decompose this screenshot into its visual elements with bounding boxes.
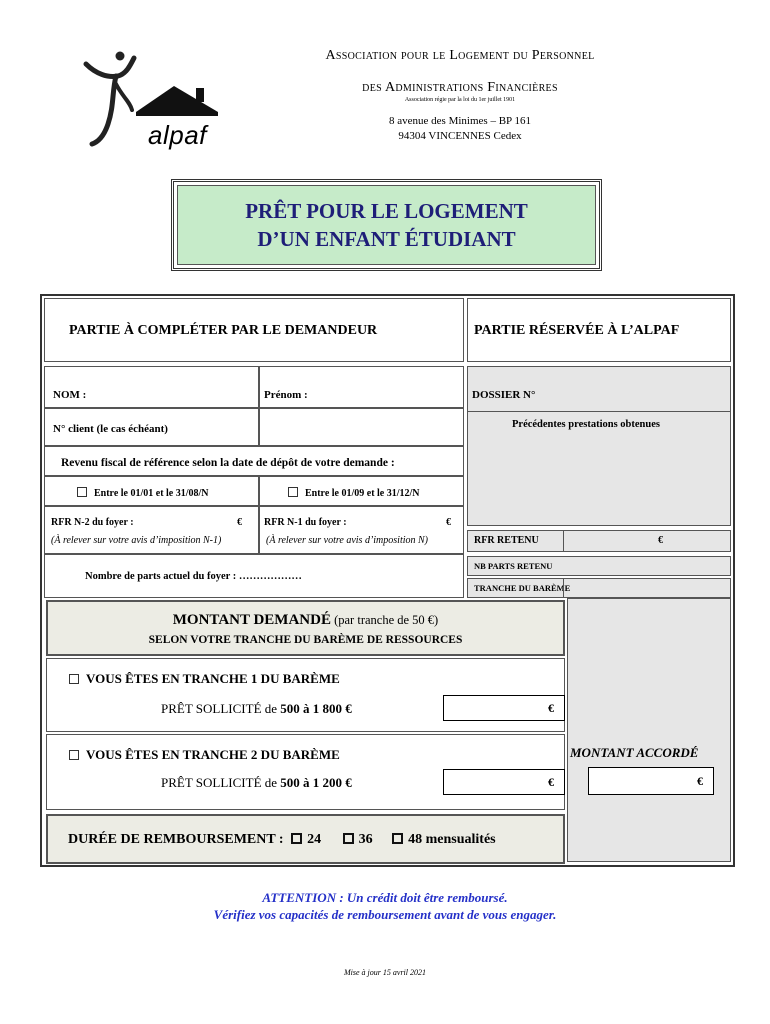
duree-option-48-label: 48 mensualités: [408, 832, 496, 847]
tranche2-option[interactable]: [69, 747, 340, 763]
montant-accorde-euro: €: [697, 774, 703, 788]
tranche2-pret-text: [161, 775, 352, 791]
tranche1-block: [46, 658, 565, 732]
montant-accorde-label: MONTANT ACCORDÉ: [570, 745, 699, 760]
rfr-n1-label: RFR N-1 du foyer :: [264, 517, 347, 528]
option2-label: Entre le 01/09 et le 31/12/N: [305, 488, 420, 499]
logo-text: alpaf: [148, 120, 207, 150]
rfr-retenu-row: [467, 530, 731, 552]
checkbox-icon[interactable]: [291, 833, 302, 844]
duree-text: [68, 832, 496, 848]
montant-title-suffix: (par tranche de 50 €): [330, 613, 439, 627]
nb-parts-cell[interactable]: [44, 554, 464, 598]
rfr-retenu-euro: €: [658, 535, 663, 546]
tranche2-amount-field[interactable]: [443, 769, 565, 795]
duree-label: DURÉE DE REMBOURSEMENT :: [68, 832, 284, 847]
checkbox-icon[interactable]: [69, 674, 79, 684]
reserved-section-header: [467, 298, 731, 362]
duree-option-24[interactable]: [291, 832, 321, 847]
prenom-cell[interactable]: [259, 366, 464, 408]
duree-remboursement-block: [46, 814, 565, 864]
rfr-n2-cell[interactable]: [44, 506, 259, 554]
update-date: Mise à jour 15 avril 2021: [344, 968, 426, 977]
tranche1-euro: €: [548, 701, 554, 715]
reserved-section-title: PARTIE RÉSERVÉE À L’ALPAF: [474, 323, 680, 338]
alpaf-logo: [78, 44, 228, 154]
tranche1-option[interactable]: [69, 671, 340, 687]
document-title-inner: [177, 185, 596, 265]
duree-option-24-label: 24: [307, 832, 322, 847]
tranche1-pret-amount: 500 à 1 800 €: [280, 701, 352, 716]
nb-parts-label: Nombre de parts actuel du foyer : ………………: [85, 571, 302, 582]
applicant-section-title: PARTIE À COMPLÉTER PAR LE DEMANDEUR: [69, 323, 378, 338]
rfr-n1-euro: €: [446, 517, 451, 528]
option-sep-dec-text: [288, 487, 420, 499]
attention-line1: ATTENTION : Un crédit doit être remboursé.: [262, 890, 508, 905]
document-title-box: [171, 179, 602, 271]
rfr-retenu-divider: [563, 531, 564, 551]
association-name-line2: [250, 80, 670, 96]
reserved-divider: [468, 411, 730, 412]
client-number-label: N° client (le cas échéant): [53, 423, 168, 435]
client-number-field[interactable]: [259, 408, 464, 446]
revenu-fiscal-cell: [44, 446, 464, 476]
document-title-line1: PRÊT POUR LE LOGEMENT: [245, 199, 528, 223]
option-sep-dec[interactable]: [259, 476, 464, 506]
tranche1-pret-prefix: PRÊT SOLLICITÉ de: [161, 701, 281, 716]
duree-option-48[interactable]: [392, 832, 496, 847]
document-title-line2: D’UN ENFANT ÉTUDIANT: [257, 227, 516, 251]
duree-option-36-label: 36: [358, 832, 373, 847]
tranche1-amount-field[interactable]: [443, 695, 565, 721]
checkbox-icon[interactable]: [77, 487, 87, 497]
tranche1-label: VOUS ÊTES EN TRANCHE 1 DU BARÈME: [86, 671, 340, 686]
address-line1: 8 avenue des Minimes – BP 161: [389, 115, 531, 127]
association-legal-note: Association régie par la loi du 1er juillet 1901: [404, 97, 516, 103]
application-form: [40, 294, 735, 867]
revenu-fiscal-label: Revenu fiscal de référence selon la date de dépôt de votre demande :: [61, 457, 395, 469]
montant-title-text: MONTANT DEMANDÉ: [172, 612, 331, 628]
tranche-divider: [563, 579, 564, 597]
tranche2-block: [46, 734, 565, 810]
prenom-label: Prénom :: [264, 389, 308, 401]
nb-parts-retenu-label: NB PARTS RETENU: [474, 561, 553, 571]
montant-demande-subtitle: SELON VOTRE TRANCHE DU BARÈME DE RESSOURCES: [148, 634, 463, 646]
rfr-n1-cell[interactable]: [259, 506, 464, 554]
checkbox-icon[interactable]: [392, 833, 403, 844]
association-line2-text: des Administrations Financières: [362, 80, 558, 95]
previous-benefits-label: Précédentes prestations obtenues: [512, 419, 660, 430]
tranche-bareme-label: TRANCHE DU BARÈME: [474, 583, 571, 593]
tranche2-euro: €: [548, 775, 554, 789]
option1-label: Entre le 01/01 et le 31/08/N: [94, 488, 209, 499]
client-number-cell: [44, 408, 259, 446]
rfr-n2-label: RFR N-2 du foyer :: [51, 517, 134, 528]
rfr-n2-euro: €: [237, 517, 242, 528]
rfr-retenu-label: RFR RETENU: [474, 535, 539, 546]
tranche2-pret-prefix: PRÊT SOLLICITÉ de: [161, 775, 281, 790]
checkbox-icon[interactable]: [288, 487, 298, 497]
option-jan-aug[interactable]: [44, 476, 259, 506]
association-line1-text: Association pour le Logement du Personnel: [325, 48, 595, 63]
tranche-bareme-row: [467, 578, 731, 598]
nom-label: NOM :: [53, 389, 87, 401]
tranche2-label: VOUS ÊTES EN TRANCHE 2 DU BARÈME: [86, 747, 340, 762]
reserved-dossier-area: [467, 366, 731, 526]
dossier-number-label: DOSSIER N°: [472, 389, 536, 401]
tranche1-pret-text: [161, 701, 352, 717]
nb-parts-retenu-row: [467, 556, 731, 576]
applicant-section-header: [44, 298, 464, 362]
nom-cell: [44, 366, 259, 408]
association-name-line1: [250, 48, 670, 64]
checkbox-icon[interactable]: [69, 750, 79, 760]
duree-option-36[interactable]: [343, 832, 373, 847]
rfr-n1-note: (À relever sur votre avis d’imposition N): [266, 535, 429, 546]
association-address: [250, 114, 670, 144]
checkbox-icon[interactable]: [343, 833, 354, 844]
rfr-n2-note: (À relever sur votre avis d’imposition N-1): [51, 535, 222, 546]
address-line2: 94304 VINCENNES Cedex: [398, 130, 522, 142]
attention-line2: Vérifiez vos capacités de remboursement avant de vous engager.: [213, 907, 557, 922]
montant-demande-header: [46, 600, 565, 656]
montant-demande-title: [48, 612, 563, 629]
montant-accorde-area: [567, 598, 731, 862]
option-jan-aug-text: [77, 487, 209, 499]
montant-accorde-field[interactable]: [588, 767, 714, 795]
tranche2-pret-amount: 500 à 1 200 €: [280, 775, 352, 790]
